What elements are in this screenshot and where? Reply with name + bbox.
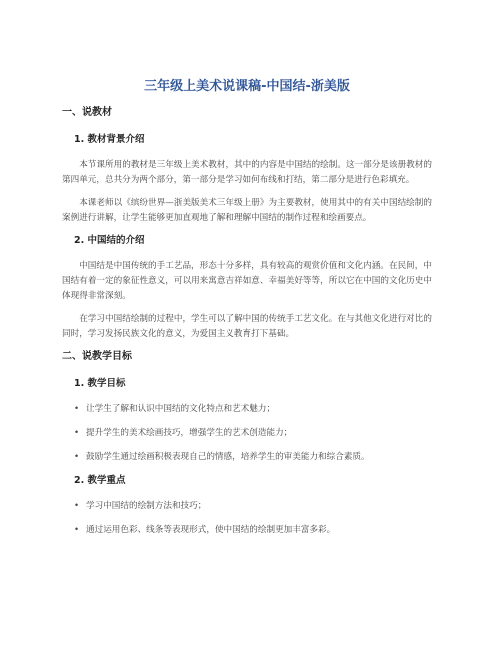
list-item	[74, 450, 432, 465]
paragraph: 中国结是中国传统的手工艺品，形态十分多样，具有较高的观赏价值和文化内涵。在民间，中国结有着一定的象征性意义，可以用来寓意吉祥如意、幸福美好等等，所以它在中国的文化历史中体现得非常深刻。	[62, 261, 432, 301]
list-item	[74, 523, 432, 538]
bullet-icon: •	[74, 452, 80, 462]
bullet-list-key-points	[62, 499, 432, 538]
list-item-text: 提升学生的美术绘画技巧，增强学生的艺术创造能力；	[86, 428, 293, 438]
list-item-text: 鼓励学生通过绘画积极表现自己的情感，培养学生的审美能力和综合素质。	[86, 452, 370, 462]
bullet-icon: •	[74, 428, 80, 438]
list-item	[74, 426, 432, 441]
paragraph: 本课老师以《缤纷世界—浙美版美术三年级上册》为主要教材，使用其中的有关中国结绘制的案例进行讲解，让学生能够更加直观地了解和理解中国结的制作过程和绘画要点。	[62, 198, 432, 223]
subsection-heading-background: 1. 教材背景介绍	[74, 134, 145, 145]
document-title: 三年级上美术说课稿-中国结-浙美版	[144, 79, 350, 94]
subsection-heading-key-points: 2. 教学重点	[74, 475, 126, 486]
list-item-text: 让学生了解和认识中国结的文化特点和艺术魅力；	[86, 404, 276, 414]
paragraph: 在学习中国结绘制的过程中，学生可以了解中国的传统手工艺文化。在与其他文化进行对比的同时，学习发扬民族文化的意义，为爱国主义教育打下基础。	[62, 314, 432, 339]
section-heading-teaching-goals: 二、说教学目标	[62, 351, 132, 362]
subsection-heading-chinese-knot-intro: 2. 中国结的介绍	[74, 235, 145, 246]
section-heading-teaching-material: 一、说教材	[62, 107, 112, 118]
bullet-list-goals	[62, 402, 432, 465]
subsection-heading-goals: 1. 教学目标	[74, 378, 126, 389]
bullet-icon: •	[74, 501, 80, 511]
bullet-icon: •	[74, 404, 80, 414]
list-item-text: 学习中国结的绘制方法和技巧；	[86, 501, 207, 511]
list-item	[74, 402, 432, 417]
paragraph: 本节课所用的教材是三年级上美术教材，其中的内容是中国结的绘制。这一部分是该册教材的第四单元，总共分为两个部分，第一部分是学习如何布线和打结，第二部分是进行色彩填充。	[62, 160, 432, 185]
list-item	[74, 499, 432, 514]
bullet-icon: •	[74, 525, 80, 535]
list-item-text: 通过运用色彩、线条等表现形式，使中国结的绘制更加丰富多彩。	[86, 525, 336, 535]
